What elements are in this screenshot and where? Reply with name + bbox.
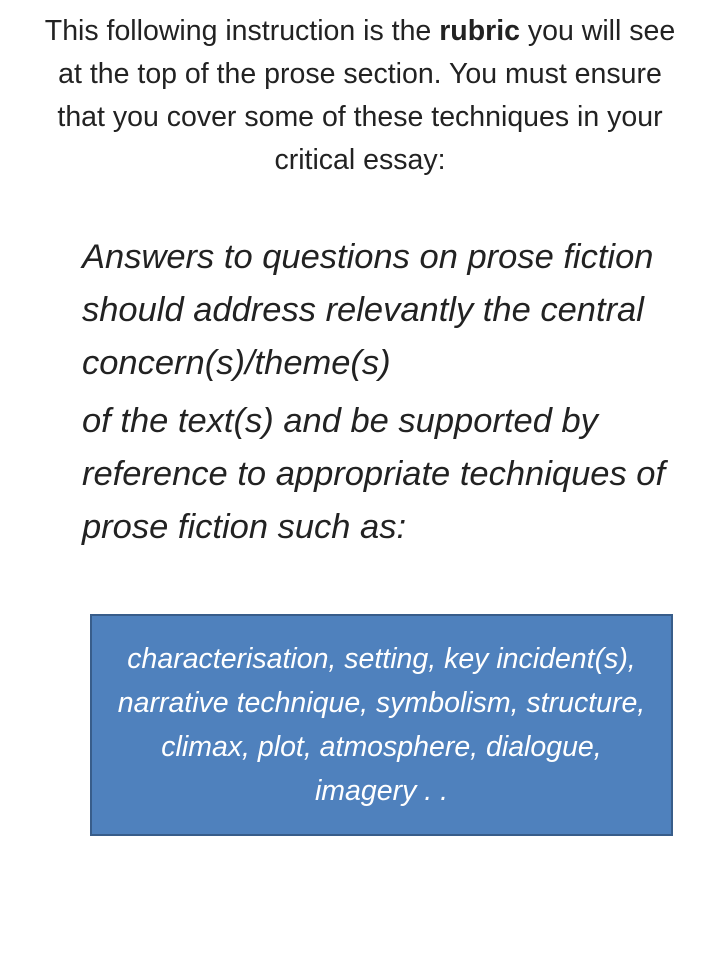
rubric-paragraph-1: Answers to questions on prose fiction should address relevantly the central concern(s)/theme(s) [82,238,654,382]
intro-instruction [40,10,680,182]
intro-text-after: you will see at the top of the prose section. You must ensure that you cover some of these techniques in your critical essay: [57,15,676,176]
intro-bold-word: rubric [439,15,520,47]
techniques-box [90,614,673,836]
intro-text-before: This following instruction is the [44,15,440,47]
rubric-paragraph-2: of the text(s) and be supported by reference to appropriate techniques of prose fiction such as: [82,402,666,546]
techniques-list: characterisation, setting, key incident(s), narrative technique, symbolism, structure, climax, plot, atmosphere, dialogue, imagery . . [117,643,646,807]
